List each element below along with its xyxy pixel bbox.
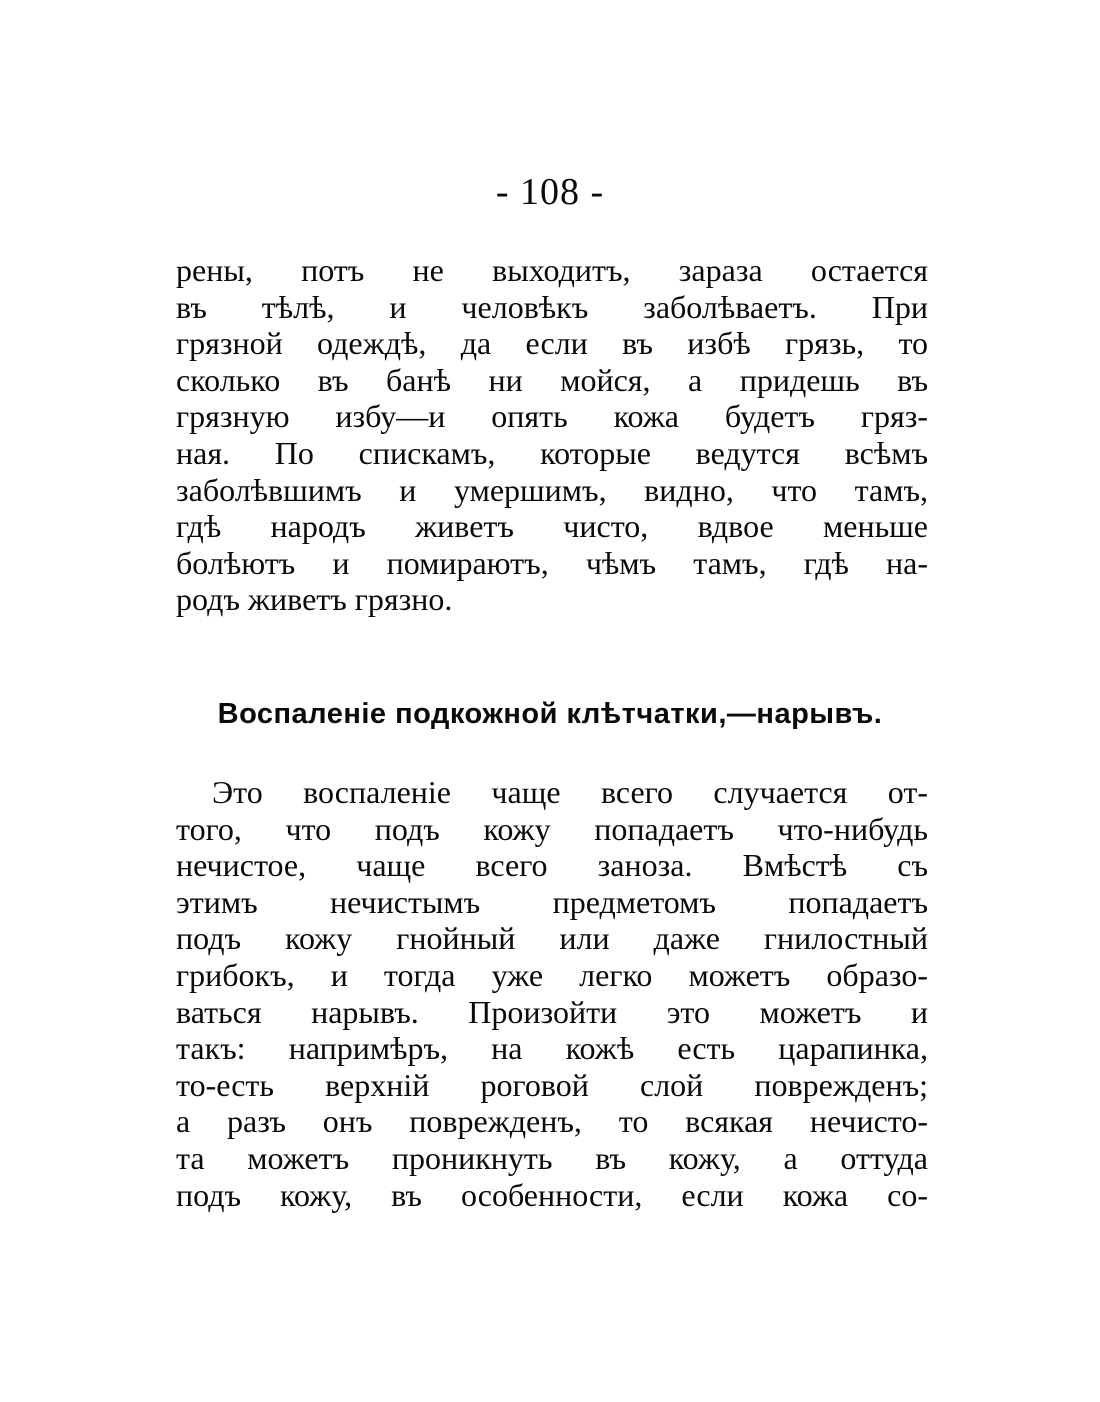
text-line: заболѣвшимъ и умершимъ, видно, что тамъ, — [176, 471, 928, 508]
text-line: грязной одеждѣ, да если въ избѣ грязь, то — [176, 325, 928, 362]
text-line: Это воспаленіе чаще всего случается от- — [212, 774, 928, 810]
text-line: ная. По спискамъ, которые ведутся всѣмъ — [176, 434, 928, 471]
text-line: родъ живетъ грязно. — [176, 581, 453, 618]
paragraph-1 — [176, 252, 928, 618]
text-line: въ тѣлѣ, и человѣкъ заболѣваетъ. При — [176, 288, 928, 325]
text-line: того, что подъ кожу попадаетъ что-нибудь — [176, 810, 928, 847]
text-line: грязную избу—и опять кожа будетъ гряз- — [176, 398, 928, 435]
text-line: болѣютъ и помираютъ, чѣмъ тамъ, гдѣ на- — [176, 544, 928, 581]
page-number: - 108 - — [495, 171, 605, 213]
text-line: такъ: напримѣръ, на кожѣ есть царапинка, — [176, 1030, 928, 1067]
section-heading: Воспаленіе подкожной клѣтчатки,—нарывъ. — [217, 698, 883, 730]
text-line: подъ кожу гнойный или даже гнилостный — [176, 920, 928, 957]
text-line: нечистое, чаще всего заноза. Вмѣстѣ съ — [176, 847, 928, 884]
text-line: а разъ онъ поврежденъ, то всякая нечисто- — [176, 1103, 928, 1140]
text-line: то-есть верхній роговой слой поврежденъ; — [176, 1066, 928, 1103]
text-line: грибокъ, и тогда уже легко можетъ образо- — [176, 956, 928, 993]
text-line: подъ кожу, въ особенности, если кожа со- — [176, 1176, 928, 1213]
text-line: та можетъ проникнуть въ кожу, а оттуда — [176, 1139, 928, 1176]
text-line: сколько въ банѣ ни мойся, а придешь въ — [176, 361, 928, 398]
text-line: гдѣ народъ живетъ чисто, вдвое меньше — [176, 508, 928, 545]
text-line: ваться нарывъ. Произойти это можетъ и — [176, 993, 928, 1030]
paragraph-2 — [176, 774, 928, 1213]
text-line: рены, потъ не выходитъ, зараза остается — [176, 252, 928, 288]
text-line: этимъ нечистымъ предметомъ попадаетъ — [176, 883, 928, 920]
